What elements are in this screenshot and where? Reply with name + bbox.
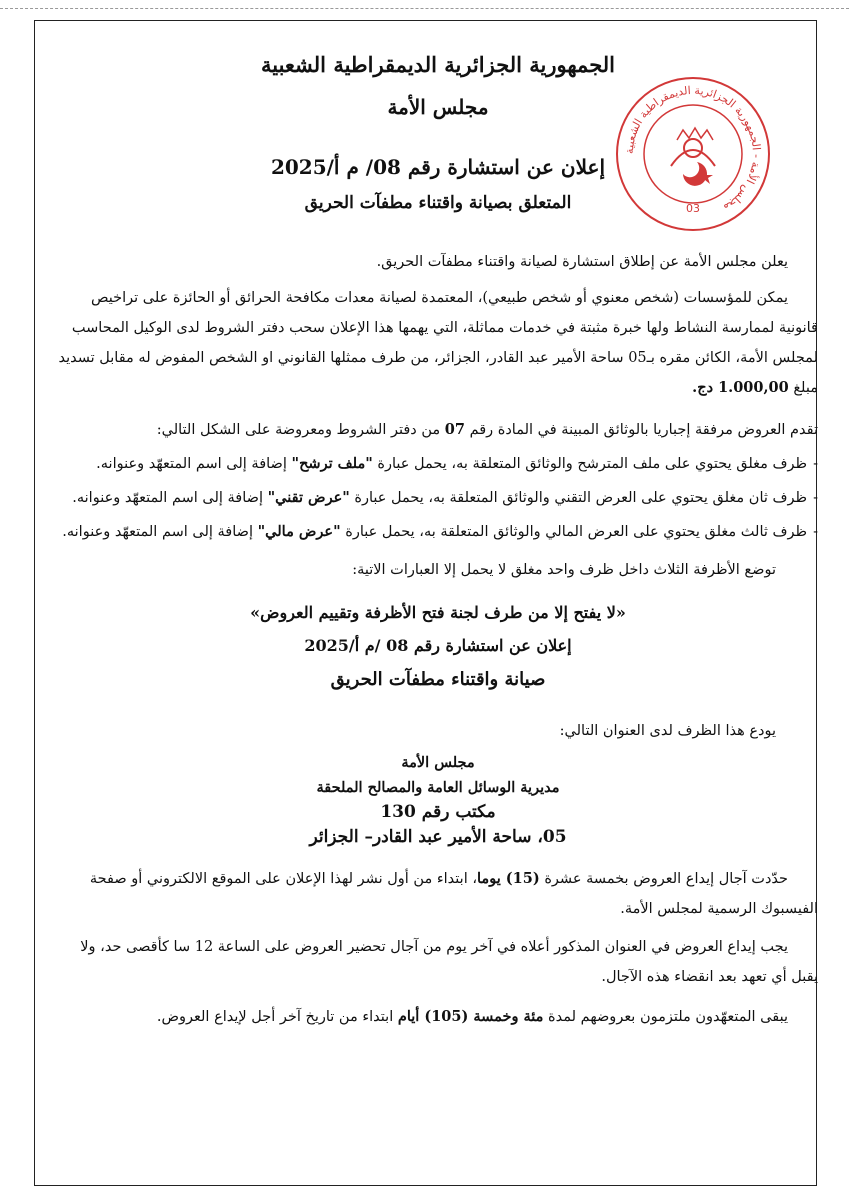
deposit-rule-paragraph: يجب إيداع العروض في العنوان المذكور أعلاه في آخر يوم من آجال تحضير العروض على الساعة 12 سا كأقصى حد، ولا يقبل أي تعهد بعد انقضاء هذه الآجال. xyxy=(80,939,818,985)
envelope-text: ظرف ثان مغلق يحتوي على العرض التقني والوثائق المتعلقة به، يحمل عبارة xyxy=(354,490,808,506)
not-open-notice: «لا يفتح إلا من طرف لجنة فتح الأظرفة وتقييم العروض» xyxy=(250,603,626,622)
envelope-text: ظرف ثالث مغلق يحتوي على العرض المالي والوثائق المتعلقة به، يحمل عبارة xyxy=(345,524,808,540)
deposit-intro: يودع هذا الظرف لدى العنوان التالي: xyxy=(559,723,776,739)
envelope-subject: صيانة واقتناء مطفآت الحريق xyxy=(330,669,546,690)
deadline-days: (15) يوما xyxy=(477,870,540,887)
validity-text: يبقى المتعهّدون ملتزمون بعروضهم لمدة xyxy=(548,1009,788,1025)
envelope-item: -ظرف مغلق يحتوي على ملف المترشح والوثائق المتعلقة به، يحمل عبارة "ملف ترشح" إضافة إلى اسم المتعهّد وعنوانه. xyxy=(96,455,818,472)
envelope-title: إعلان عن استشارة رقم 08 /م أ/2025 xyxy=(304,636,572,655)
envelope-label: "عرض تقني" xyxy=(267,489,350,506)
envelope-text-end: إضافة إلى اسم المتعهّد وعنوانه. xyxy=(72,490,263,506)
article-number: 07 xyxy=(444,421,465,438)
stamp-number: 03 xyxy=(686,202,700,215)
eligibility-paragraph xyxy=(58,283,818,403)
offers-intro-text-end: من دفتر الشروط ومعروضة على الشكل التالي: xyxy=(156,422,441,438)
eligibility-text: يمكن للمؤسسات (شخص معنوي أو شخص طبيعي)، المعتمدة لصيانة معدات مكافحة الحرائق أو الحائزة على تراخيص قانونية لممارسة النشاط ولها خبرة مثبتة في خدمات مماثلة، التي يهمها هذا الإعلان سحب دفتر الشروط لدى الوكيل المحاسب لمجلس الأمة، الكائن مقره بـ05 ساحة الأمير عبد القادر، الجزائر، من طرف ممثلها القانوني او الشخص المفوض له مقابل تسديد مبلغ xyxy=(58,290,818,396)
envelope-text-end: إضافة إلى اسم المتعهّد وعنوانه. xyxy=(96,456,287,472)
deposit-address xyxy=(58,750,818,850)
stamp-ring-text: مجلس الأمة - الجمهورية الجزائرية الديمقراطية الشعبية xyxy=(622,83,764,215)
deadline-text: حدّدت آجال إيداع العروض بخمسة عشرة xyxy=(544,871,788,887)
institution-heading: مجلس الأمة xyxy=(387,95,489,119)
validity-paragraph xyxy=(58,1002,818,1032)
fee-amount: 1.000,00 دج. xyxy=(692,379,789,396)
address-line: 05، ساحة الأمير عبد القادر– الجزائر xyxy=(309,827,567,847)
announcement-subject: المتعلق بصيانة واقتناء مطفآت الحريق xyxy=(304,193,572,213)
envelope-text: ظرف مغلق يحتوي على ملف المترشح والوثائق المتعلقة به، يحمل عبارة xyxy=(377,456,808,472)
envelope-text-end: إضافة إلى اسم المتعهّد وعنوانه. xyxy=(62,524,253,540)
envelope-label: "ملف ترشح" xyxy=(291,455,373,472)
validity-text-end: ابتداء من تاريخ آخر أجل لإيداع العروض. xyxy=(156,1009,394,1025)
envelope-label: "عرض مالي" xyxy=(257,523,341,540)
intro-paragraph: يعلن مجلس الأمة عن إطلاق استشارة لصيانة واقتناء مطفآت الحريق. xyxy=(376,254,788,270)
announcement-title: إعلان عن استشارة رقم 08/ م أ/2025 xyxy=(270,155,606,179)
document-content xyxy=(58,40,818,1032)
deadline-paragraph xyxy=(58,864,818,924)
envelope-item: -ظرف ثان مغلق يحتوي على العرض التقني والوثائق المتعلقة به، يحمل عبارة "عرض تقني" إضافة إلى اسم المتعهّد وعنوانه. xyxy=(72,489,818,506)
address-line: مكتب رقم 130 xyxy=(380,802,496,822)
offers-intro-text: تقدم العروض مرفقة إجباريا بالوثائق المبينة في المادة رقم xyxy=(469,422,818,438)
republic-heading: الجمهورية الجزائرية الديمقراطية الشعبية xyxy=(260,52,615,77)
outer-envelope-text: توضع الأظرفة الثلاث داخل ظرف واحد مغلق لا يحمل إلا العبارات الاتية: xyxy=(352,562,776,578)
offers-intro xyxy=(58,415,818,445)
address-line: مديرية الوسائل العامة والمصالح الملحقة xyxy=(316,779,560,796)
page-top-edge xyxy=(0,8,849,9)
validity-days: مئة وخمسة (105) أيام xyxy=(397,1008,544,1025)
address-line: مجلس الأمة xyxy=(401,754,475,771)
deadline-text-end: ، ابتداء من أول نشر لهذا الإعلان على الموقع الالكتروني أو صفحة الفيسبوك الرسمية لمجلس الأمة. xyxy=(89,871,818,917)
envelope-item: -ظرف ثالث مغلق يحتوي على العرض المالي والوثائق المتعلقة به، يحمل عبارة "عرض مالي" إضافة إلى اسم المتعهّد وعنوانه. xyxy=(62,523,818,540)
